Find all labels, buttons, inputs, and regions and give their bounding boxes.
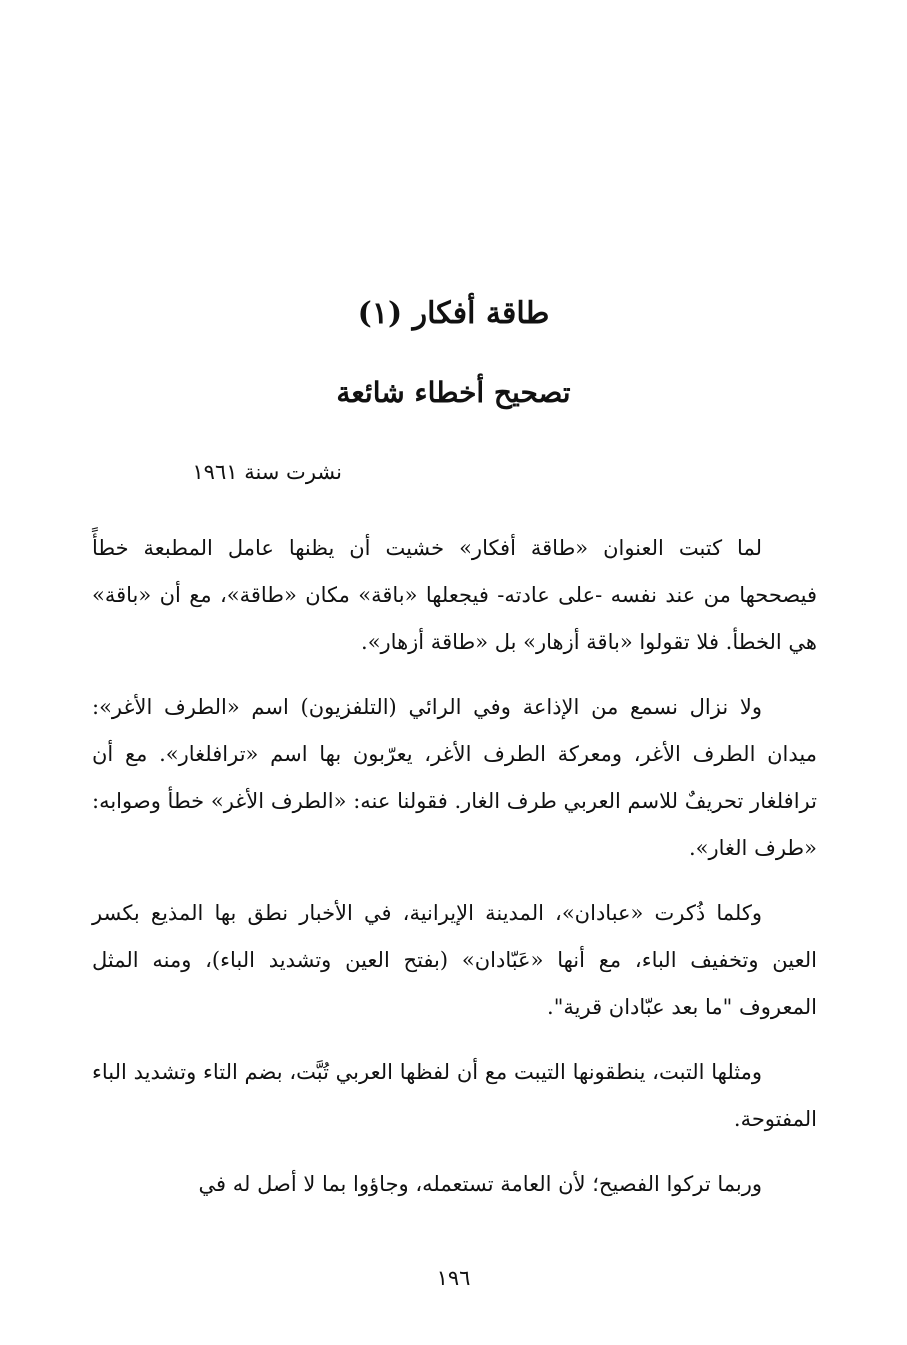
publication-note: نشرت سنة ١٩٦١ [192,460,342,484]
page-title: طاقة أفكار (١) [357,296,550,331]
paragraph: ومثلها التبت، ينطقونها التيبت مع أن لفظها العربي تُبَّت، بضم التاء وتشديد الباء المفتوحة. [92,1060,817,1131]
page-number: ١٩٦ [436,1266,471,1290]
body-text [92,525,817,1226]
paragraph: ولا نزال نسمع من الإذاعة وفي الرائي (التلفزيون) اسم «الطرف الأغر»: ميدان الطرف الأغر، ومعركة الطرف الأغر، يعرّبون بها اسم «ترافلغار». مع أن ترافلغار تحريفٌ للاسم العربي طرف الغار. فقولنا عنه: «الطرف الأغر» خطأ وصوابه: «طرف الغار». [92,695,817,860]
page-subtitle: تصحيح أخطاء شائعة [336,376,571,409]
paragraph: وكلما ذُكرت «عبادان»، المدينة الإيرانية، في الأخبار نطق بها المذيع بكسر العين وتخفيف الباء، مع أنها «عَبّادان» (بفتح العين وتشديد الباء)، ومنه المثل المعروف "ما بعد عبّادان قرية". [92,901,817,1019]
paragraph: لما كتبت العنوان «طاقة أفكار» خشيت أن يظنها عامل المطبعة خطأً فيصححها من عند نفسه -على عادته- فيجعلها «باقة» مكان «طاقة»، مع أن «باقة» هي الخطأ. فلا تقولوا «باقة أزهار» بل «طاقة أزهار». [92,536,817,654]
paragraph: وربما تركوا الفصيح؛ لأن العامة تستعمله، وجاؤوا بما لا أصل له في [198,1172,762,1196]
